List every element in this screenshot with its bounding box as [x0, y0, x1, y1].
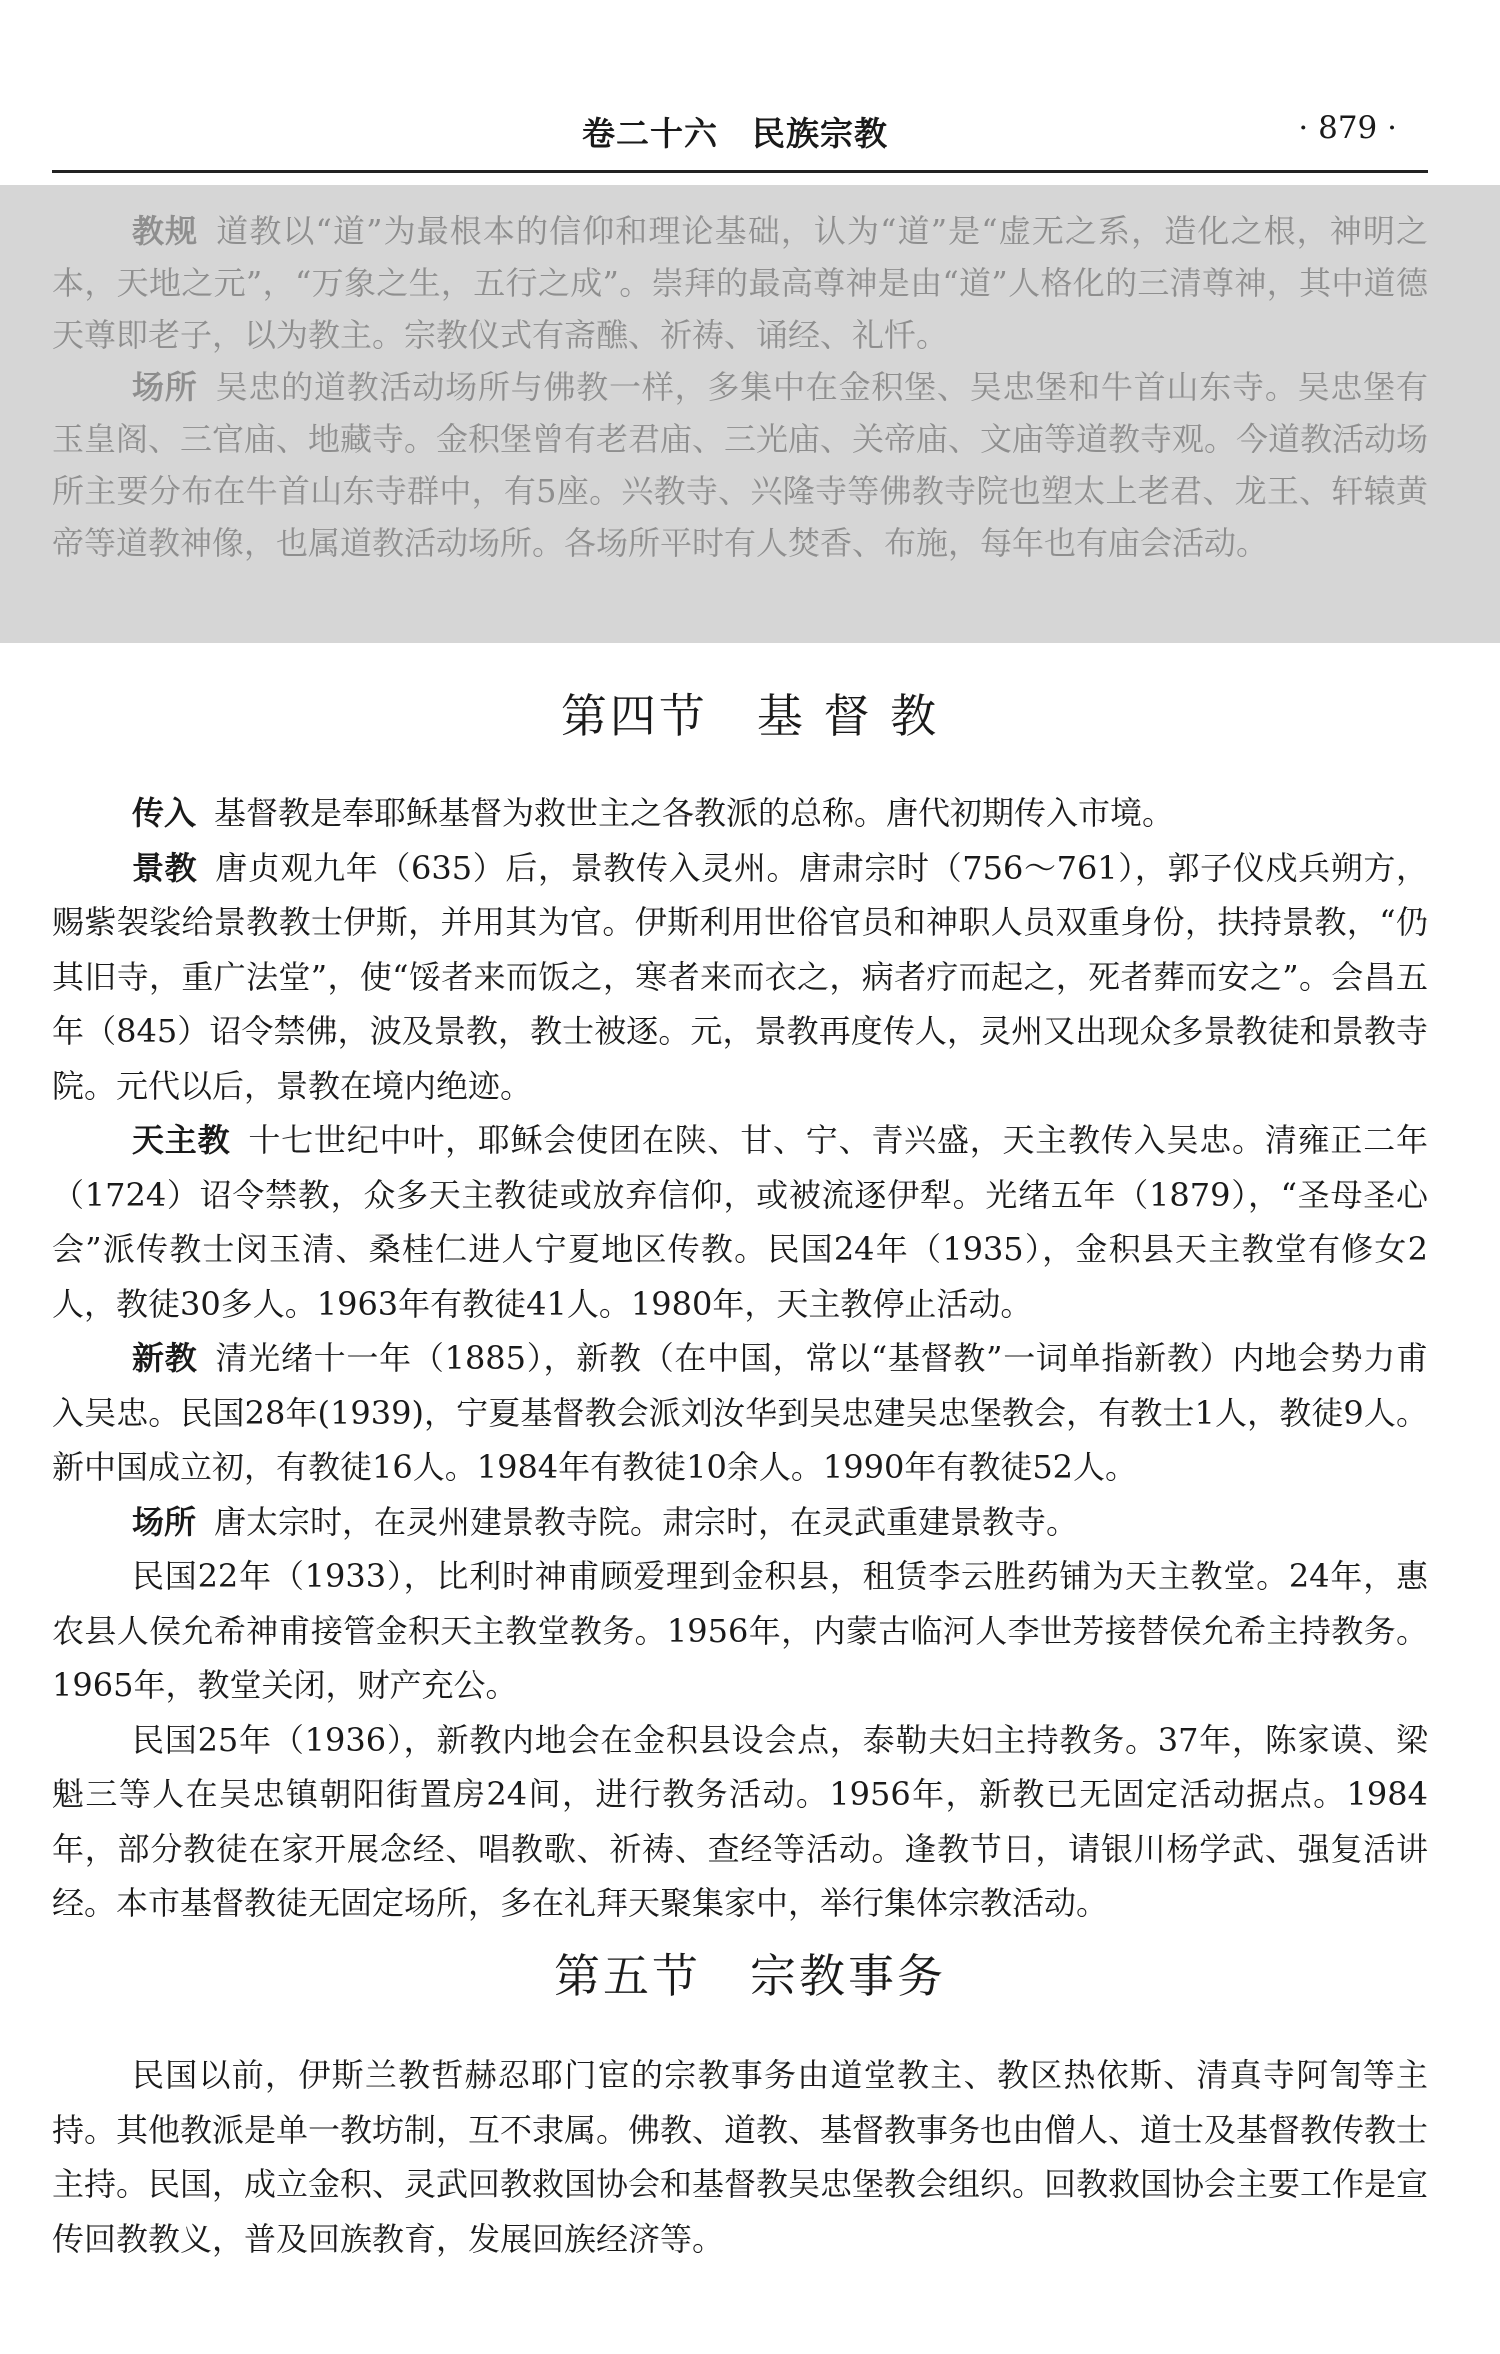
paragraph-text: 十七世纪中叶，耶稣会使团在陕、甘、宁、青兴盛，天主教传入吴忠。清雍正二年（1724）诏令禁教，众多天主教徒或放弃信仰，或被流逐伊犁。光绪五年（1879），“圣母圣心会”派传教士闵玉清、桑桂仁进人宁夏地区传教。民国24年（1935），金积县天主教堂有修女2人，教徒30多人。1963年有教徒41人。1980年，天主教停止活动。 [52, 1121, 1428, 1323]
term-label: 场所 [132, 368, 198, 406]
paragraph-text: 基督教是奉耶稣基督为救世主之各教派的总称。唐代初期传入市境。 [214, 794, 1175, 832]
term-label: 传入 [132, 794, 197, 832]
paragraph-nestorianism [52, 841, 1428, 1114]
header-rule [52, 170, 1428, 173]
christianity-body [52, 786, 1428, 1931]
paragraph-rules [52, 205, 1428, 361]
term-label: 场所 [132, 1502, 197, 1541]
paragraph-text: 民国22年（1933），比利时神甫顾爱理到金积县，租赁李云胜药铺为天主教堂。24年，惠农县人侯允希神甫接管金积天主教堂教务。1956年，内蒙古临河人李世芳接替侯允希主持教务。1965年，教堂关闭，财产充公。 [52, 1557, 1428, 1704]
paragraph-text: 吴忠的道教活动场所与佛教一样，多集中在金积堡、吴忠堡和牛首山东寺。吴忠堡有玉皇阁、三官庙、地藏寺。金积堡曾有老君庙、三光庙、关帝庙、文庙等道教寺观。今道教活动场所主要分布在牛首山东寺群中，有5座。兴教寺、兴隆寺等佛教寺院也塑太上老君、龙王、轩辕黄帝等道教神像，也属道教活动场所。各场所平时有人焚香、布施，每年也有庙会活动。 [52, 368, 1429, 562]
page-number: · 879 · [1298, 110, 1397, 146]
section-title-religious-affairs: 第五节 宗教事务 [554, 1949, 946, 2003]
paragraph-text: 清光绪十一年（1885），新教（在中国，常以“基督教”一词单指新教）内地会势力甫入吴忠。民国28年(1939)，宁夏基督教会派刘汝华到吴忠建吴忠堡教会，有教士1人，教徒9人。新中国成立初，有教徒16人。1984年有教徒10余人。1990年有教徒52人。 [52, 1339, 1428, 1486]
page-header [52, 108, 1427, 170]
paragraph-catholicism [52, 1113, 1428, 1331]
paragraph-text: 民国25年（1936），新教内地会在金积县设会点，泰勒夫妇主持教务。37年，陈家谟、梁魁三等人在吴忠镇朝阳街置房24间，进行教务活动。1956年，新教已无固定活动据点。1984年，部分教徒在家开展念经、唱教歌、祈祷、查经等活动。逢教节日，请银川杨学武、强复活讲经。本市基督教徒无固定场所，多在礼拜天聚集家中，举行集体宗教活动。 [52, 1720, 1428, 1922]
running-title: 卷二十六 民族宗教 [582, 114, 888, 153]
paragraph-introduction [52, 786, 1428, 841]
paragraph-text: 民国以前，伊斯兰教哲赫忍耶门宦的宗教事务由道堂教主、教区热依斯、清真寺阿訇等主持。其他教派是单一教坊制，互不隶属。佛教、道教、基督教事务也由僧人、道士及基督教传教士主持。民国，成立金积、灵武回教救国协会和基督教吴忠堡教会组织。回教救国协会主要工作是宣传回教教义，普及回族教育，发展回族经济等。 [52, 2056, 1429, 2258]
paragraph-text: 唐太宗时，在灵州建景教寺院。肃宗时，在灵武重建景教寺。 [214, 1502, 1079, 1541]
term-label: 教规 [132, 212, 199, 250]
paragraph-places [52, 1495, 1428, 1550]
term-label: 天主教 [132, 1121, 231, 1159]
term-label: 景教 [132, 848, 198, 887]
section-title-christianity: 第四节 基 督 教 [560, 689, 940, 743]
shaded-taoism-section [0, 185, 1500, 643]
paragraph-venues [52, 361, 1428, 569]
paragraph-religious-affairs [52, 2048, 1428, 2266]
paragraph-text: 道教以“道”为最根本的信仰和理论基础，认为“道”是“虚无之系，造化之根，神明之本，天地之元”，“万象之生，五行之成”。崇拜的最高尊神是由“道”人格化的三清尊神，其中道德天尊即老子，以为教主。宗教仪式有斋醮、祈祷、诵经、礼忏。 [52, 212, 1428, 354]
term-label: 新教 [132, 1339, 198, 1377]
religious-affairs-body [52, 2048, 1428, 2266]
paragraph-catholic-church [52, 1549, 1428, 1713]
paragraph-protestant-church [52, 1713, 1428, 1931]
paragraph-protestantism [52, 1331, 1428, 1495]
paragraph-text: 唐贞观九年（635）后，景教传入灵州。唐肃宗时（756～761），郭子仪戍兵朔方，赐紫袈裟给景教教士伊斯，并用其为官。伊斯利用世俗官员和神职人员双重身份，扶持景教，“仍其旧寺，重广法堂”，使“馁者来而饭之，寒者来而衣之，病者疗而起之，死者葬而安之”。会昌五年（845）诏令禁佛，波及景教，教士被逐。元，景教再度传人，灵州又出现众多景教徒和景教寺院。元代以后，景教在境内绝迹。 [52, 848, 1428, 1105]
